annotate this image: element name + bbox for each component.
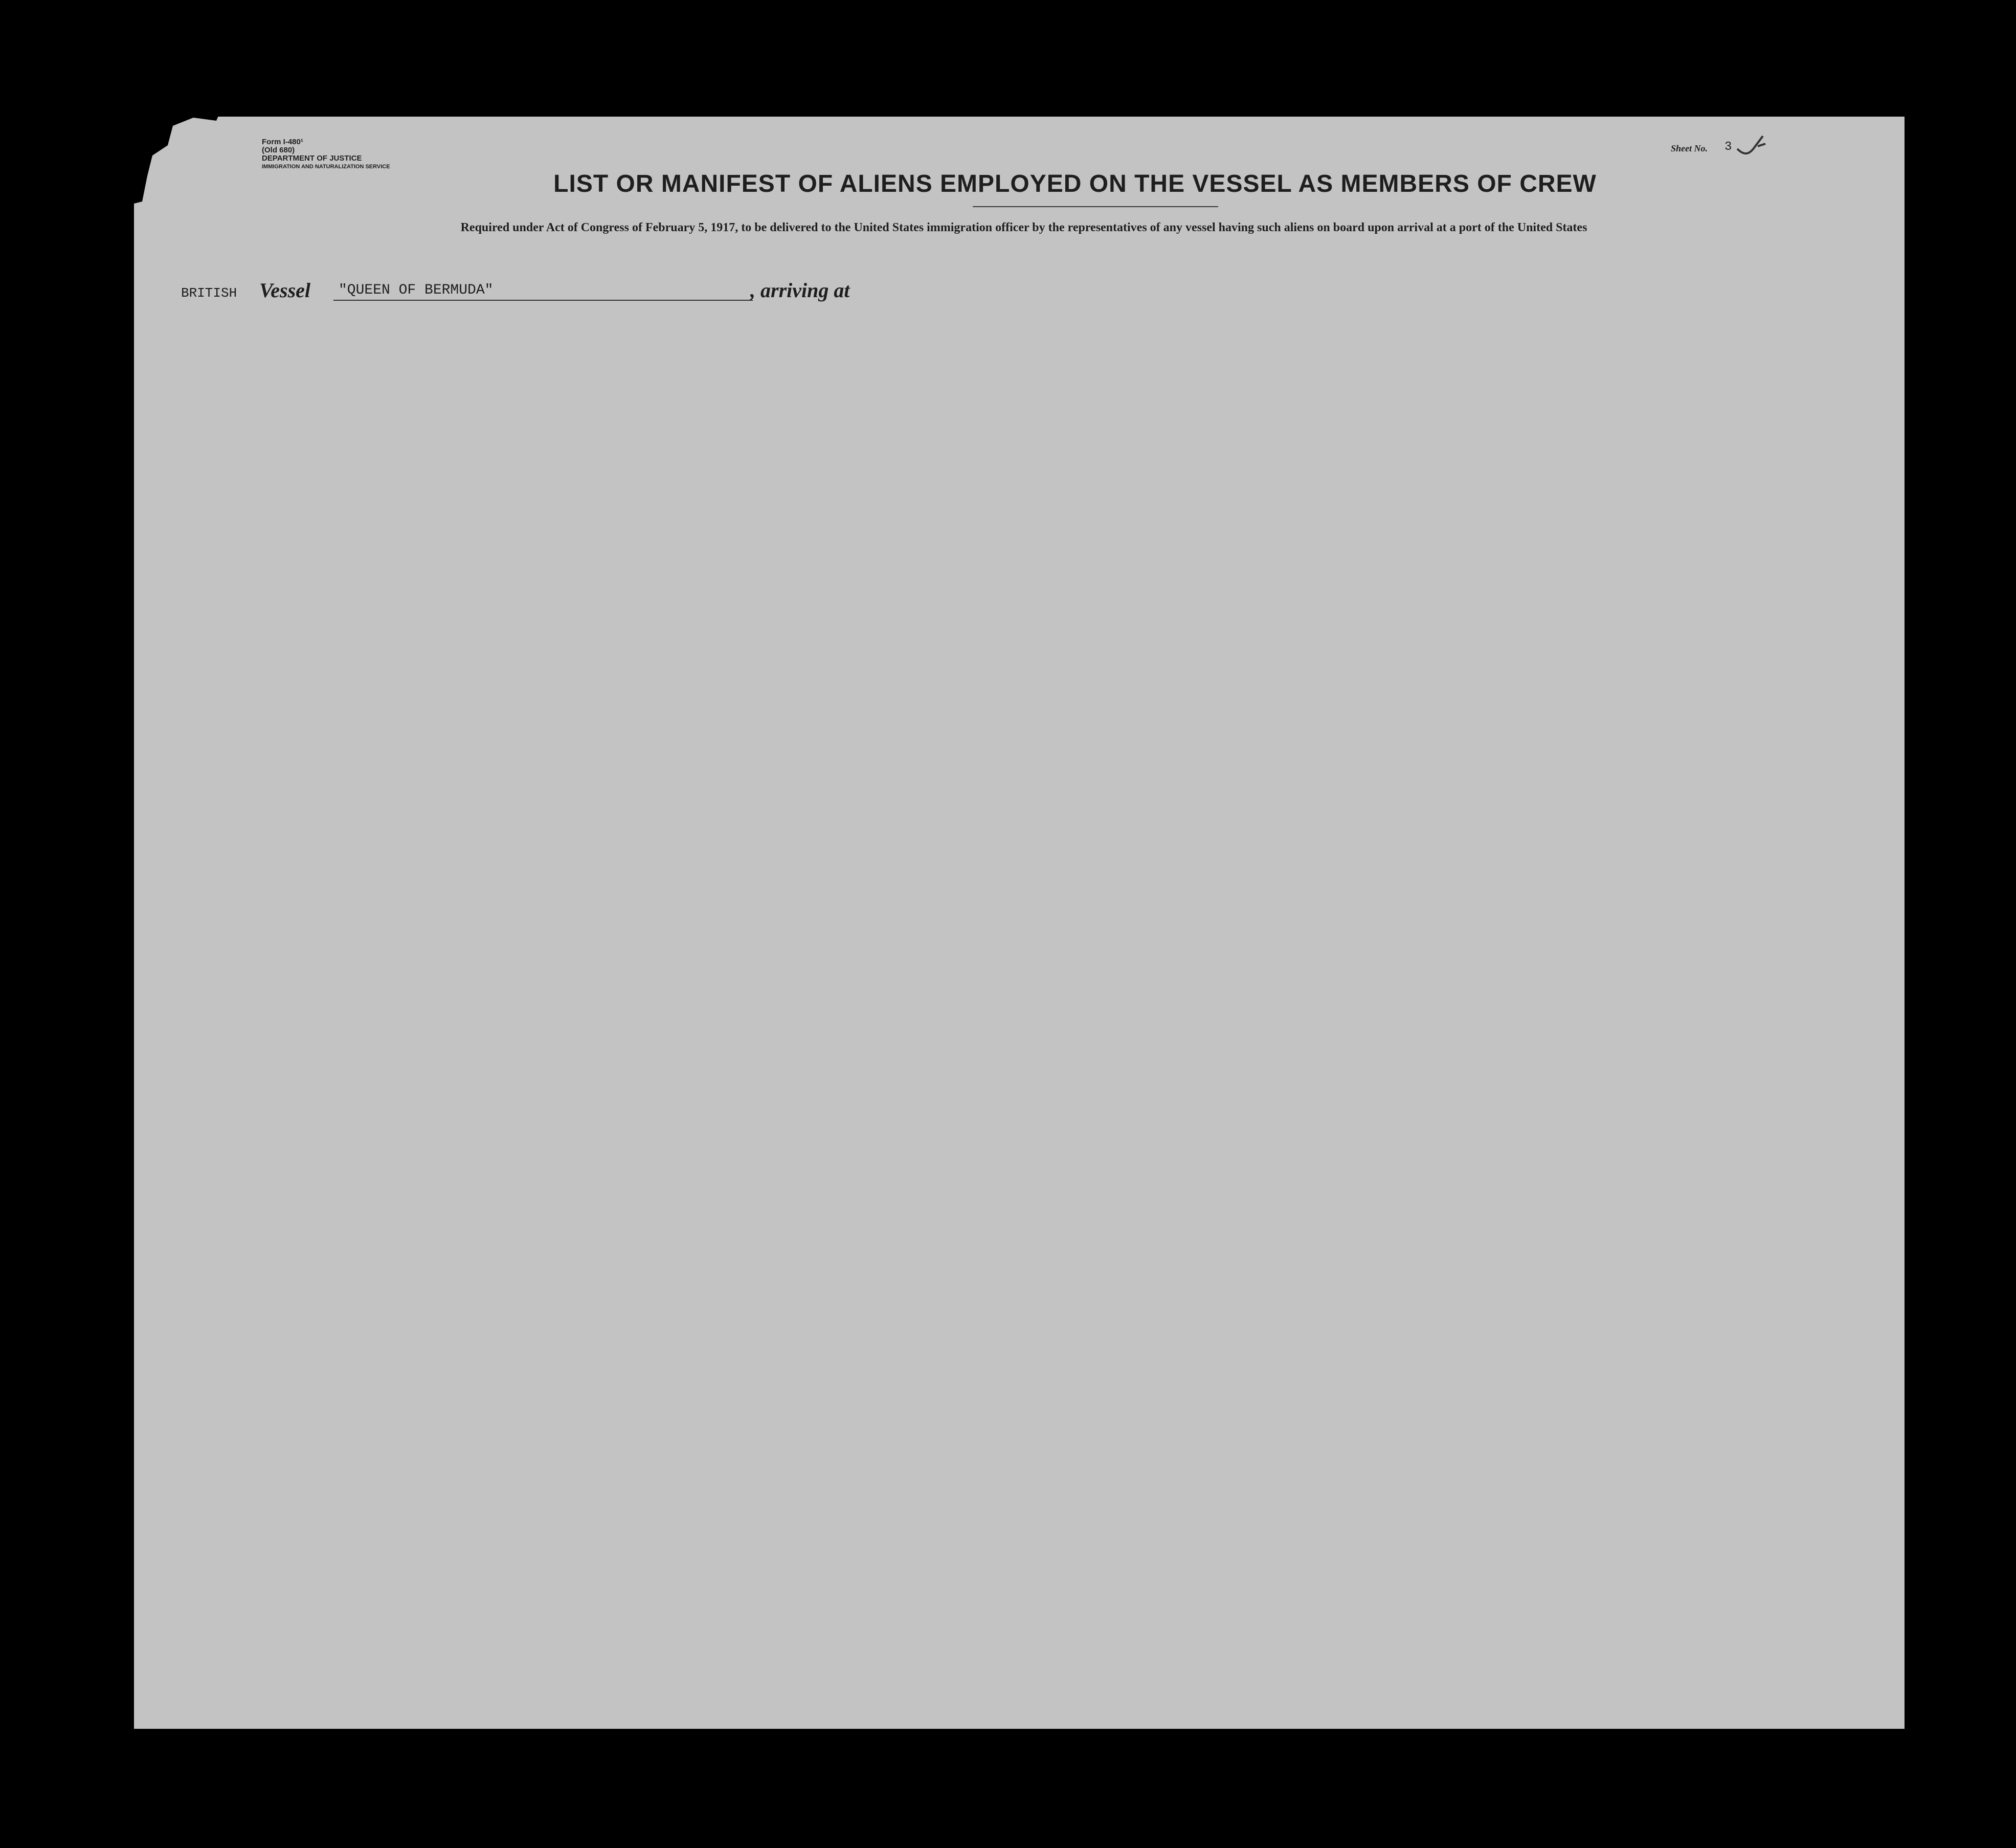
vessel-flag: BRITISH xyxy=(181,285,237,301)
sheet-number-label: Sheet No. xyxy=(1671,143,1708,153)
torn-corner xyxy=(132,115,219,207)
page-subtitle: Required under Act of Congress of February 5, 1917, to be delivered to the United States immigration officer by the representatives of any vessel having such aliens on board upon arrival at a port of the United States xyxy=(460,221,1587,234)
vessel-label: Vessel xyxy=(259,279,310,302)
form-id-block xyxy=(262,138,390,171)
title-underline xyxy=(973,206,1218,207)
department: DEPARTMENT OF JUSTICE xyxy=(262,154,362,163)
sheet-check-mark xyxy=(1735,131,1776,162)
form-old-number: (Old 680) xyxy=(262,146,295,154)
arriving-label: , arriving at xyxy=(750,279,850,302)
page-title: LIST OR MANIFEST OF ALIENS EMPLOYED ON THE VESSEL AS MEMBERS OF CREW xyxy=(553,170,1597,197)
manifest-sheet xyxy=(134,117,1905,1729)
service: IMMIGRATION AND NATURALIZATION SERVICE xyxy=(262,164,390,170)
sheet-number: 3 xyxy=(1724,140,1732,154)
vessel-name: "QUEEN OF BERMUDA" xyxy=(339,282,494,298)
form-number: Form I-480¹ xyxy=(262,138,303,146)
vessel-underline xyxy=(333,300,753,301)
